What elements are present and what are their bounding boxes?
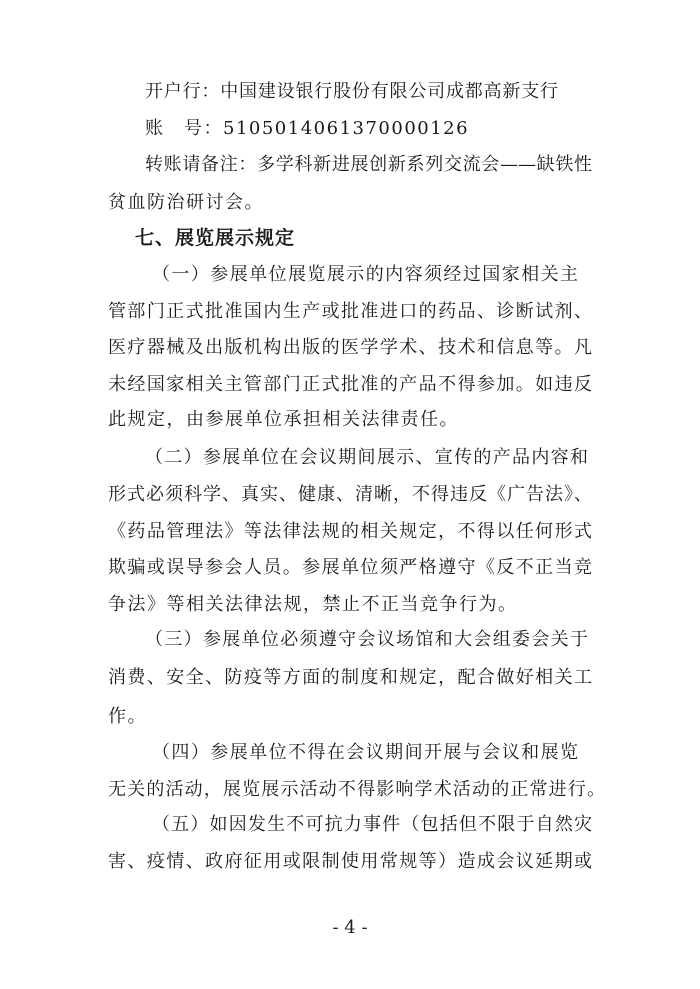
text-line: 害、疫情、政府征用或限制使用常规等）造成会议延期或 bbox=[108, 851, 592, 872]
text-line: 未经国家相关主管部门正式批准的产品不得参加。如违反 bbox=[108, 374, 592, 395]
text-line: 争法》等相关法律法规，禁止不正当竞争行为。 bbox=[108, 594, 518, 615]
text-line: 开户行：中国建设银行股份有限公司成都高新支行 bbox=[145, 81, 558, 102]
text-line: 此规定，由参展单位承担相关法律责任。 bbox=[108, 409, 459, 430]
text-line: 账 号：5105014061370000126 bbox=[145, 118, 470, 139]
text-line: （二）参展单位在会议期间展示、宣传的产品内容和 bbox=[145, 447, 588, 468]
text-line: 管部门正式批准国内生产或批准进口的药品、诊断试剂、 bbox=[108, 301, 592, 322]
text-line: 消费、安全、防疫等方面的制度和规定，配合做好相关工 bbox=[108, 667, 592, 688]
text-line: 无关的活动，展览展示活动不得影响学术活动的正常进行。 bbox=[108, 779, 605, 800]
text-line: 《药品管理法》等法律法规的相关规定，不得以任何形式 bbox=[108, 521, 592, 542]
text-line: 形式必须科学、真实、健康、清晰，不得违反《广告法》、 bbox=[108, 484, 592, 505]
page-number: - 4 - bbox=[332, 917, 368, 938]
text-line: （四）参展单位不得在会议期间开展与会议和展览 bbox=[152, 742, 578, 763]
text-line: （一）参展单位展览展示的内容须经过国家相关主 bbox=[152, 264, 578, 285]
text-line: 医疗器械及出版机构出版的医学学术、技术和信息等。凡 bbox=[108, 337, 592, 358]
text-line: （五）如因发生不可抗力事件（包括但不限于自然灾 bbox=[152, 814, 592, 835]
text-line: 作。 bbox=[108, 706, 147, 727]
section-heading: 七、展览展示规定 bbox=[135, 227, 296, 249]
text-line: 转账请备注：多学科新进展创新系列交流会——缺铁性 bbox=[145, 154, 592, 175]
text-line: 贫血防治研讨会。 bbox=[108, 192, 264, 213]
text-line: 欺骗或误导参会人员。参展单位须严格遵守《反不正当竞 bbox=[108, 557, 592, 578]
text-line: （三）参展单位必须遵守会议场馆和大会组委会关于 bbox=[145, 629, 588, 650]
